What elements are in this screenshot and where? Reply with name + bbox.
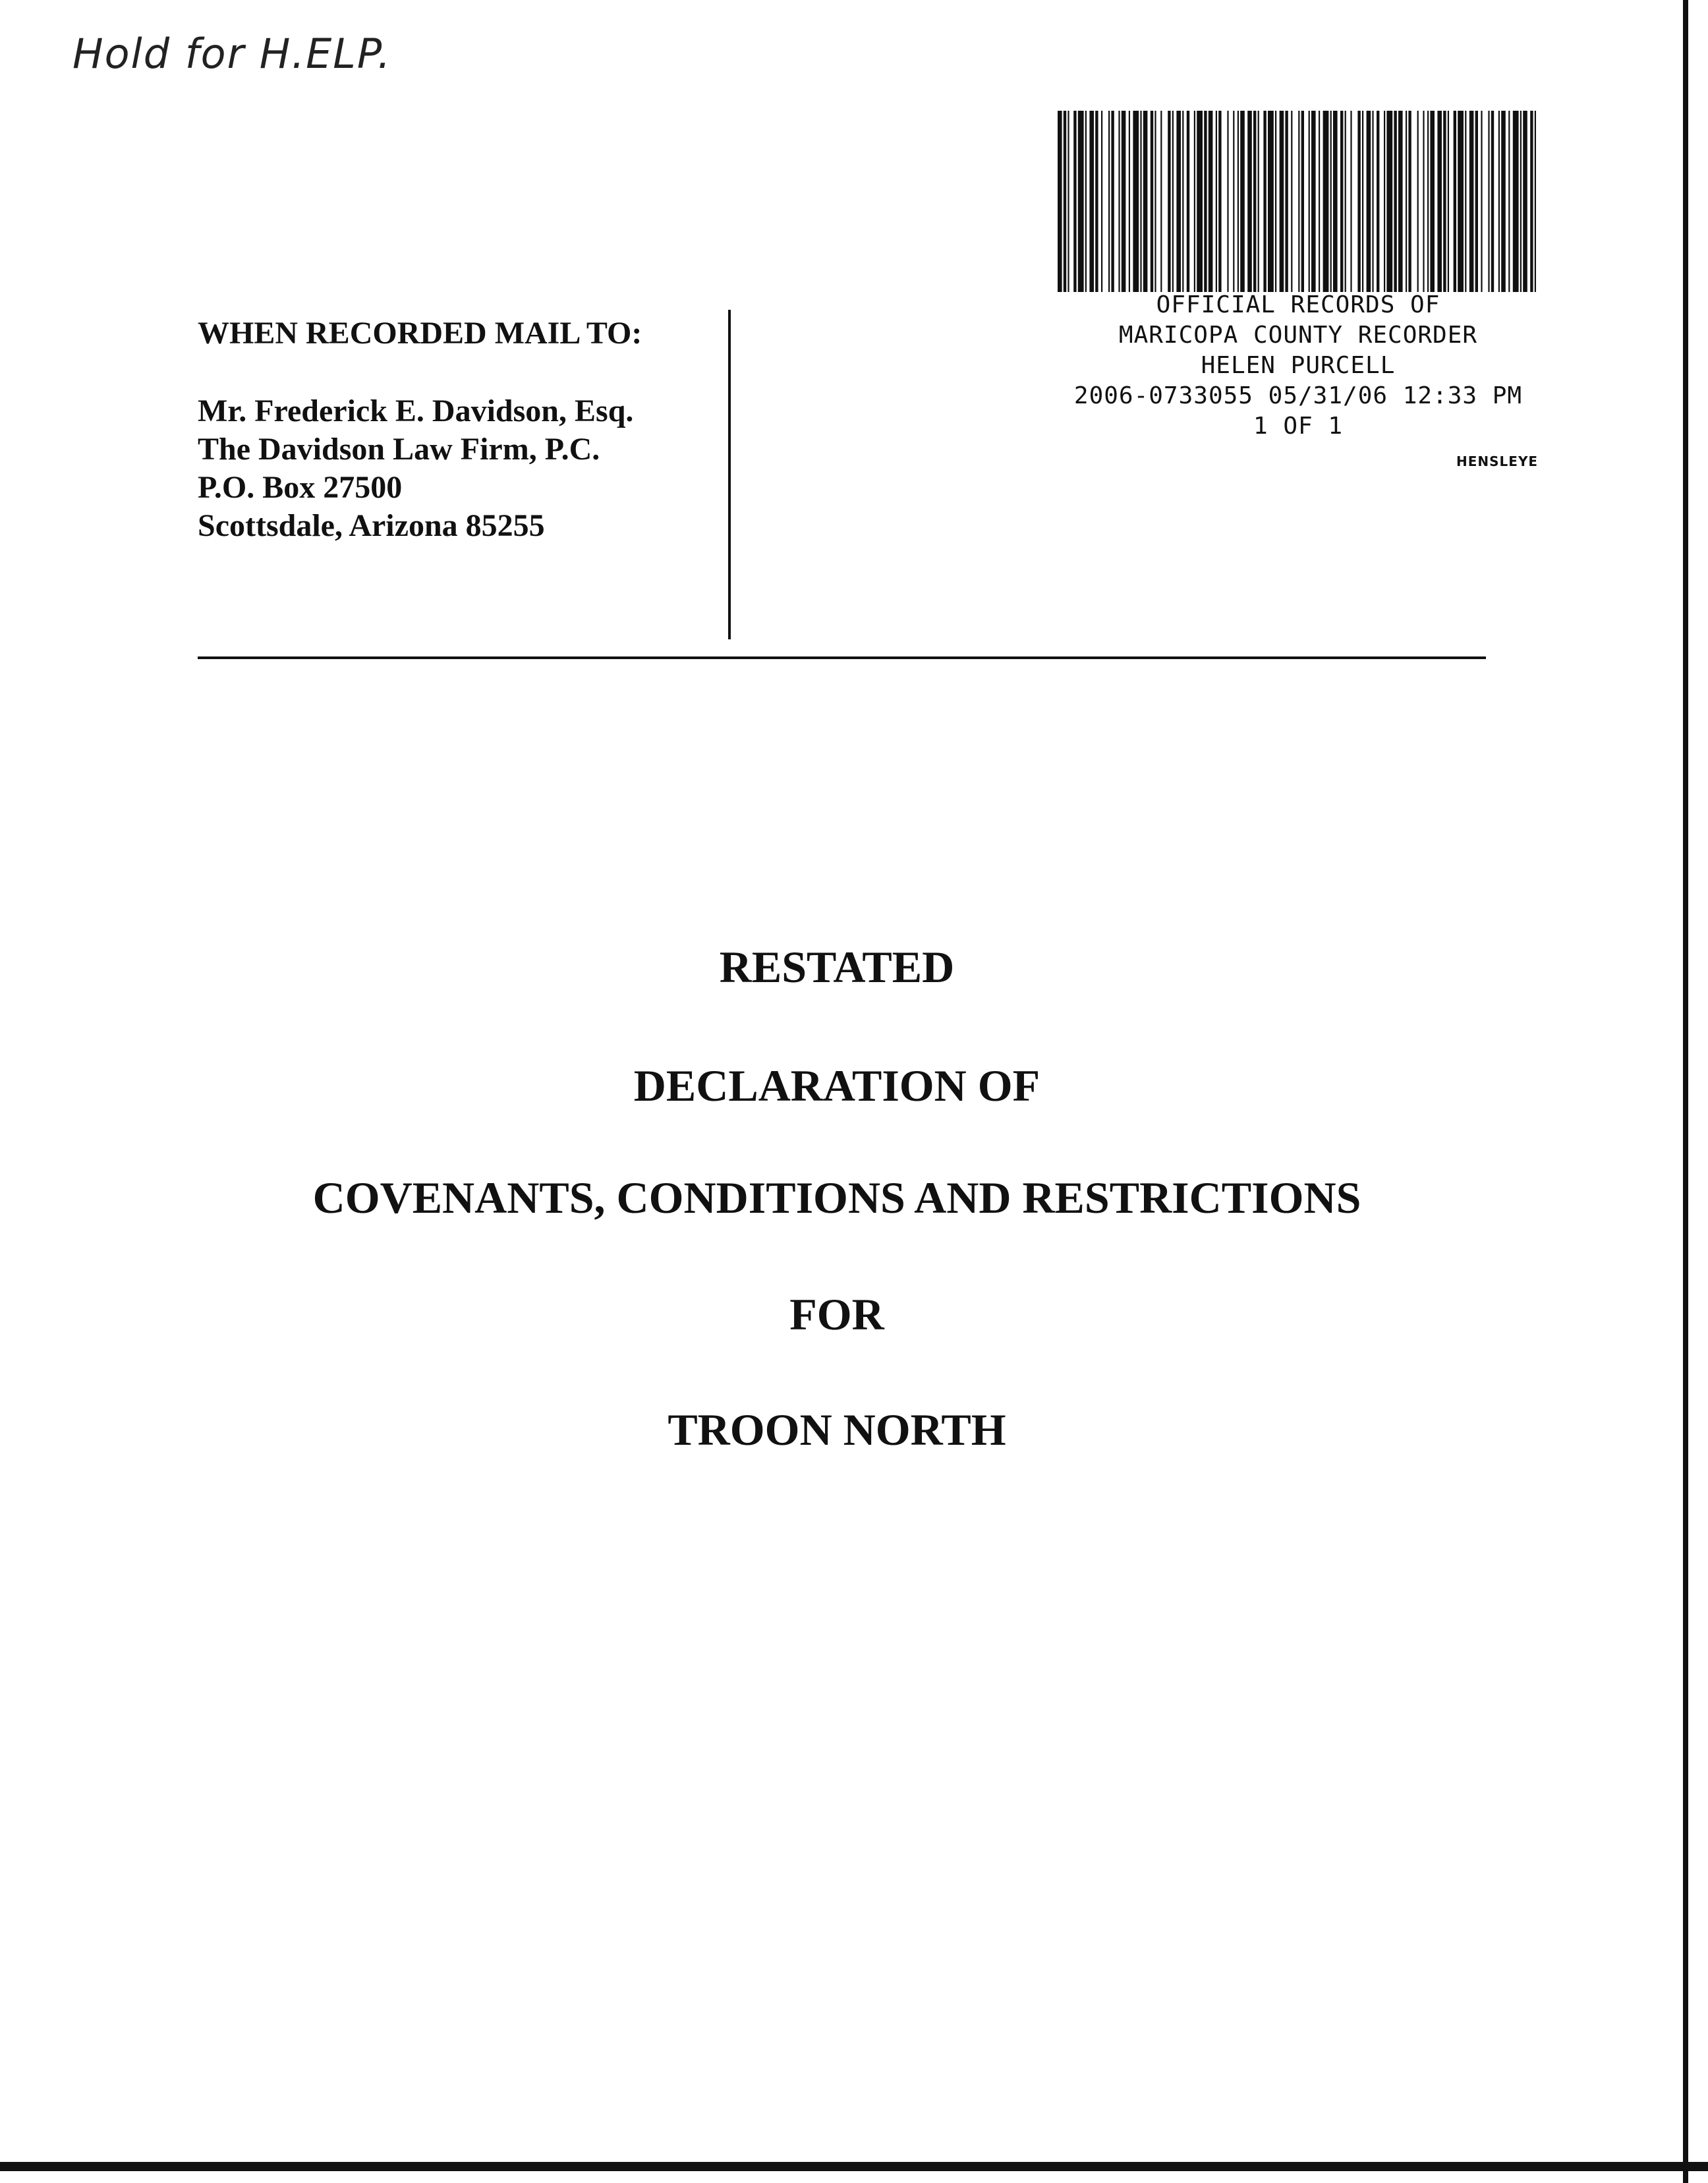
recording-number: 2006-0733055 05/31/06 12:33 PM bbox=[1073, 382, 1523, 409]
barcode-icon bbox=[1058, 111, 1539, 292]
horizontal-divider bbox=[198, 656, 1486, 659]
vertical-divider bbox=[728, 310, 731, 639]
mailing-address bbox=[198, 392, 633, 545]
scan-edge-right bbox=[1683, 0, 1688, 2183]
address-line: The Davidson Law Firm, P.C. bbox=[198, 432, 600, 467]
address-line: P.O. Box 27500 bbox=[198, 470, 403, 505]
scan-edge-bottom bbox=[0, 2162, 1708, 2171]
recording-line: OFFICIAL RECORDS OF bbox=[1156, 291, 1440, 318]
title-line-4: FOR bbox=[789, 1289, 884, 1339]
address-line: Scottsdale, Arizona 85255 bbox=[198, 508, 545, 543]
title-line-2: DECLARATION OF bbox=[633, 1061, 1040, 1111]
mail-to-heading: WHEN RECORDED MAIL TO: bbox=[198, 316, 642, 351]
recording-page-count: 1 OF 1 bbox=[1253, 413, 1344, 440]
recording-stamp bbox=[1028, 290, 1568, 442]
handwritten-note: Hold for H.ELP. bbox=[72, 30, 392, 78]
title-line-5: TROON NORTH bbox=[668, 1405, 1006, 1455]
recording-line: HELEN PURCELL bbox=[1201, 352, 1396, 379]
recording-line: MARICOPA COUNTY RECORDER bbox=[1118, 322, 1478, 349]
title-line-1: RESTATED bbox=[719, 942, 955, 992]
title-line-3: COVENANTS, CONDITIONS AND RESTRICTIONS bbox=[312, 1173, 1361, 1223]
clerk-id: HENSLEYE bbox=[1456, 453, 1539, 469]
address-line: Mr. Frederick E. Davidson, Esq. bbox=[198, 393, 634, 428]
